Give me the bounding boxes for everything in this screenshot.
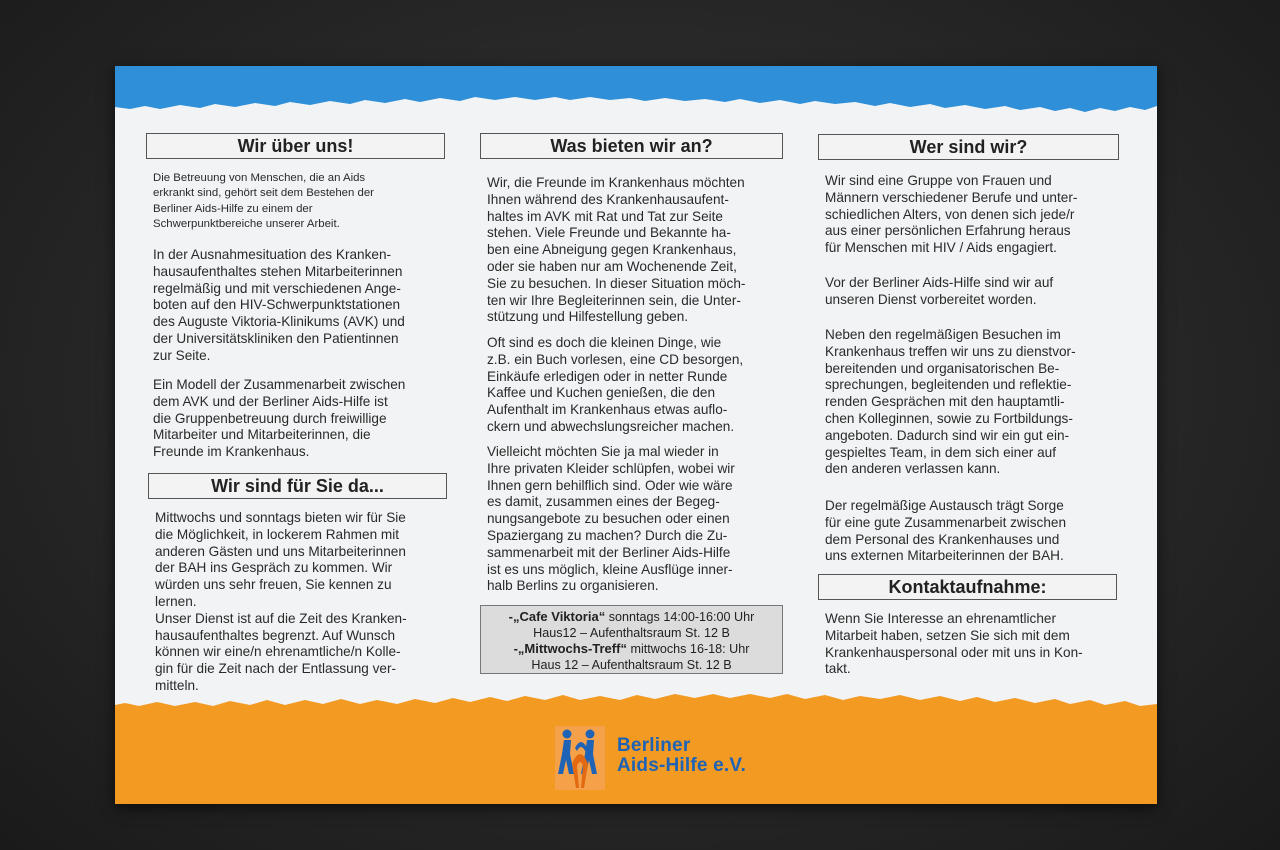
heading-kontaktaufnahme: Kontaktaufnahme: xyxy=(818,574,1117,600)
event-place: Haus 12 – Aufenthaltsraum St. 12 B xyxy=(531,658,732,672)
heading-wir-sind-fuer-sie-da: Wir sind für Sie da... xyxy=(148,473,447,499)
berliner-aids-hilfe-logo xyxy=(555,726,775,790)
paragraph: Vor der Berliner Aids-Hilfe sind wir auf unseren Dienst vorbereitet worden. xyxy=(825,275,1054,307)
paragraph: Wenn Sie Interesse an ehrenamtlicher Mitarbeit haben, setzen Sie sich mit dem Krankenhauspersonal oder mit uns in Kon- takt. xyxy=(825,611,1083,677)
paragraph: Die Betreuung von Menschen, die an Aids erkrankt sind, gehört seit dem Bestehen der Berliner Aids-Hilfe zu einem der Schwerpunktbereiche unserer Arbeit. xyxy=(153,172,374,231)
paragraph: Wir sind eine Gruppe von Frauen und Männern verschiedener Berufe und unter- schiedlichen Alters, von denen sich jede/r aus einer persönlichen Erfahrung heraus für Menschen mit HIV / Aids engagiert. xyxy=(825,173,1078,256)
paragraph: In der Ausnahmesituation des Kranken- hausaufenthaltes stehen Mitarbeiterinnen regelmäßig und mit verschiedenen Ange- boten auf den HIV-Schwerpunktstationen des Auguste Viktoria-Klinikums (AVK) und der Universitätskliniken den Patientinnen zur Seite. xyxy=(153,247,405,363)
paragraph: Neben den regelmäßigen Besuchen im Krankenhaus treffen wir uns zu dienstvor- bereitenden und organisatorischen Be- sprechungen, begleitenden und reflektie- renden Gesprächen mit den hauptamtli- chen Kolleginnen, sowie zu Fortbildungs- angeboten. Dadurch sind wir ein gut ein- gespieltes Team, in dem sich einer auf den anderen verlassen kann. xyxy=(825,327,1076,477)
paragraph: Ein Modell der Zusammenarbeit zwischen dem AVK und der Berliner Aids-Hilfe ist die Gruppenbetreuung durch freiwillige Mitarbeiter und Mitarbeiterinnen, die Freunde im Krankenhaus. xyxy=(153,377,406,460)
paragraph: Oft sind es doch die kleinen Dinge, wie z.B. ein Buch vorlesen, eine CD besorgen, Einkäufe erledigen oder in netter Runde Kaffee und Kuchen genießen, die den Aufenthalt im Krankenhaus etwas auflo- ckern und abwechslungsreicher machen. xyxy=(487,335,744,434)
flyer xyxy=(115,66,1157,804)
paragraph: Vielleicht möchten Sie ja mal wieder in Ihre privaten Kleider schlüpfen, wobei wir Ihnen gern behilflich sind. Oder wie wäre es damit, zusammen eines der Begeg- nungsangebote zu besuchen oder einen Spaziergang zu machen? Durch die Zu- sammenarbeit mit der Berliner Aids-Hilfe ist es uns möglich, kleine Ausflüge inner- halb Berlins zu organisieren. xyxy=(487,444,735,594)
event-time: sonntags 14:00-16:00 Uhr xyxy=(605,610,755,624)
event-place: Haus12 – Aufenthaltsraum St. 12 B xyxy=(533,626,730,640)
event-name: -„Mittwochs-Treff“ xyxy=(513,641,627,656)
top-blue-band xyxy=(115,66,1157,116)
event-time: mittwochs 16-18: Uhr xyxy=(626,642,750,656)
logo-line-1: Berliner xyxy=(617,735,691,756)
logo-figures-icon xyxy=(555,726,605,790)
event-cafe-viktoria xyxy=(487,609,776,625)
logo-line-2: Aids-Hilfe e.V. xyxy=(617,755,747,776)
event-mittwochs-treff xyxy=(487,641,776,657)
heading-wer-sind-wir: Wer sind wir? xyxy=(818,134,1119,160)
event-name: -„Cafe Viktoria“ xyxy=(508,609,606,624)
logo-text xyxy=(617,736,746,776)
paragraph: Der regelmäßige Austausch trägt Sorge für eine gute Zusammenarbeit zwischen dem Personal des Krankenhauses und uns externen Mitarbeiterinnen der BAH. xyxy=(825,498,1067,564)
heading-wir-ueber-uns: Wir über uns! xyxy=(146,133,445,159)
meeting-times-box xyxy=(480,605,783,674)
paragraph: Mittwochs und sonntags bieten wir für Sie die Möglichkeit, in lockerem Rahmen mit anderen Gästen und uns Mitarbeiterinnen der BAH ins Gespräch zu kommen. Wir würden uns sehr freuen, Sie kennen zu lernen. Unser Dienst ist auf die Zeit des Kranken- hausaufenthaltes begrenzt. Auf Wunsch können wir eine/n ehrenamtliche/n Kolle- gin für die Zeit nach der Entlassung ver- mitteln. xyxy=(155,510,407,693)
paragraph: Wir, die Freunde im Krankenhaus möchten Ihnen während des Krankenhausaufent- haltes im AVK mit Rat und Tat zur Seite stehen. Viele Freunde und Bekannte ha- ben eine Abneigung gegen Krankenhaus, oder sie haben nur am Wochenende Zeit, Sie zu besuchen. In dieser Situation möch- ten wir Ihre Begleiterinnen sein, die Unter- stützung und Hilfestellung geben. xyxy=(487,175,746,325)
heading-was-bieten-wir-an: Was bieten wir an? xyxy=(480,133,783,159)
